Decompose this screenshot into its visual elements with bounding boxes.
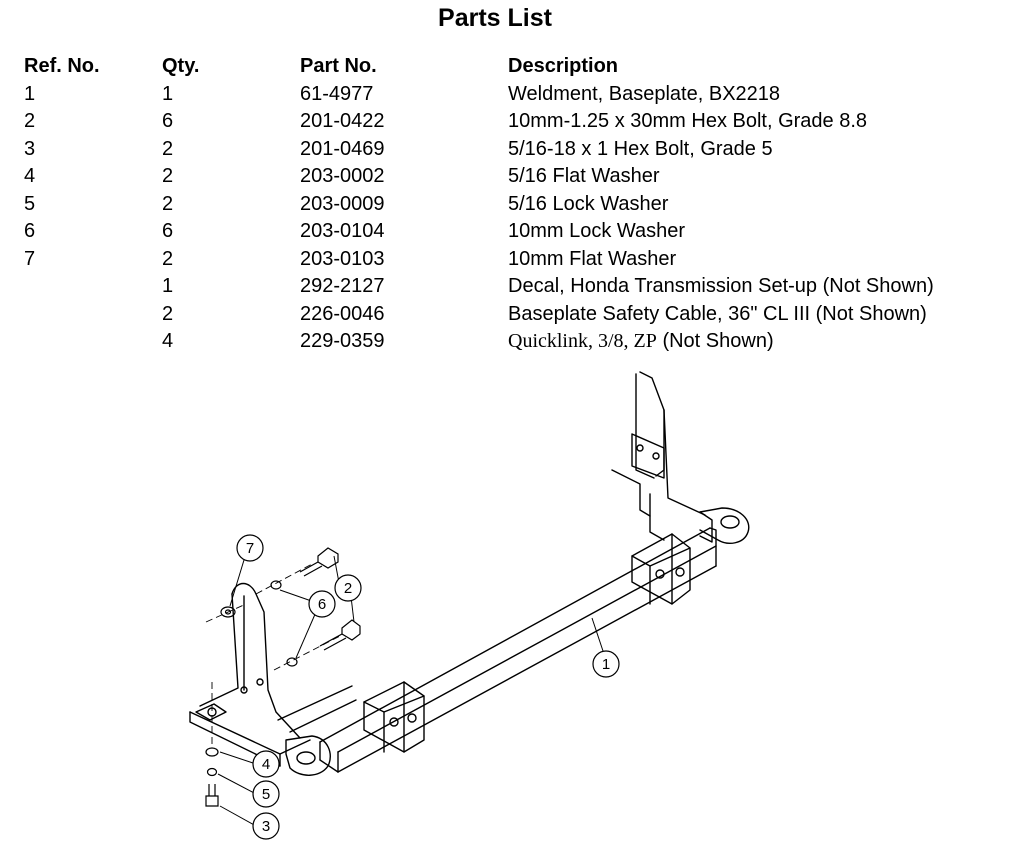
qty-cell: 4 <box>162 330 174 352</box>
part-cell: 203-0009 <box>300 192 385 215</box>
qty-cell: 2 <box>162 137 174 160</box>
qty-cell: 1 <box>162 82 174 105</box>
hex-bolt-2-lower <box>342 620 360 640</box>
flat-washer-4 <box>206 748 218 756</box>
callout-5: 5 <box>261 786 271 803</box>
lock-washer-6-upper <box>271 581 281 589</box>
ref-cell: 7 <box>24 247 36 270</box>
callout-7: 7 <box>245 540 255 557</box>
part-cell: 229-0359 <box>300 330 385 352</box>
part-cell: 201-0422 <box>300 110 385 132</box>
lock-washer-5 <box>208 769 217 776</box>
callout-3: 3 <box>261 818 271 835</box>
header-part-no: Part No. <box>300 55 377 77</box>
part-cell: 226-0046 <box>300 302 385 325</box>
desc-cell: Baseplate Safety Cable, 36" CL III (Not Shown) <box>508 302 927 325</box>
qty-cell: 2 <box>162 192 174 215</box>
ref-cell: 1 <box>24 82 36 105</box>
hex-bolt-3 <box>206 796 218 806</box>
ref-cell: 4 <box>24 165 36 187</box>
desc-cell: 10mm Flat Washer <box>508 247 677 270</box>
part-cell: 292-2127 <box>300 275 385 297</box>
right-tow-ear <box>700 508 749 543</box>
qty-cell: 2 <box>162 165 174 187</box>
ref-cell: 2 <box>24 110 36 132</box>
qty-cell: 6 <box>162 110 174 132</box>
desc-cell: 10mm-1.25 x 30mm Hex Bolt, Grade 8.8 <box>508 110 868 132</box>
header-ref-no: Ref. No. <box>24 55 100 77</box>
ref-cell: 3 <box>24 137 36 160</box>
part-cell: 61-4977 <box>300 82 374 105</box>
callout-6: 6 <box>317 596 327 613</box>
part-cell: 203-0103 <box>300 247 385 270</box>
part-cell: 203-0104 <box>300 220 385 242</box>
ref-cell: 5 <box>24 192 36 215</box>
desc-cell: 5/16 Flat Washer <box>508 165 660 187</box>
qty-cell: 1 <box>162 275 174 297</box>
desc-cell: Weldment, Baseplate, BX2218 <box>508 82 781 105</box>
callout-1: 1 <box>601 656 611 673</box>
qty-cell: 2 <box>162 302 174 325</box>
header-qty: Qty. <box>162 55 200 77</box>
desc-cell: 10mm Lock Washer <box>508 220 686 242</box>
desc-cell: Decal, Honda Transmission Set-up (Not Shown) <box>508 275 934 297</box>
hex-bolt-2-upper <box>318 548 338 568</box>
part-cell: 203-0002 <box>300 165 385 187</box>
desc-cell: 5/16 Lock Washer <box>508 192 669 215</box>
desc-serif-part: Quicklink, 3/8, ZP <box>508 330 657 352</box>
qty-cell: 6 <box>162 220 174 242</box>
desc-note-part: (Not Shown) <box>656 330 774 352</box>
desc-cell: 5/16-18 x 1 Hex Bolt, Grade 5 <box>508 137 773 160</box>
page-title: Parts List <box>438 4 552 32</box>
callout-4: 4 <box>261 756 271 773</box>
header-description: Description <box>508 55 619 77</box>
left-tow-ear <box>286 736 330 775</box>
callout-2: 2 <box>343 580 353 597</box>
part-cell: 201-0469 <box>300 137 385 160</box>
ref-cell: 6 <box>24 220 36 242</box>
qty-cell: 2 <box>162 247 174 270</box>
